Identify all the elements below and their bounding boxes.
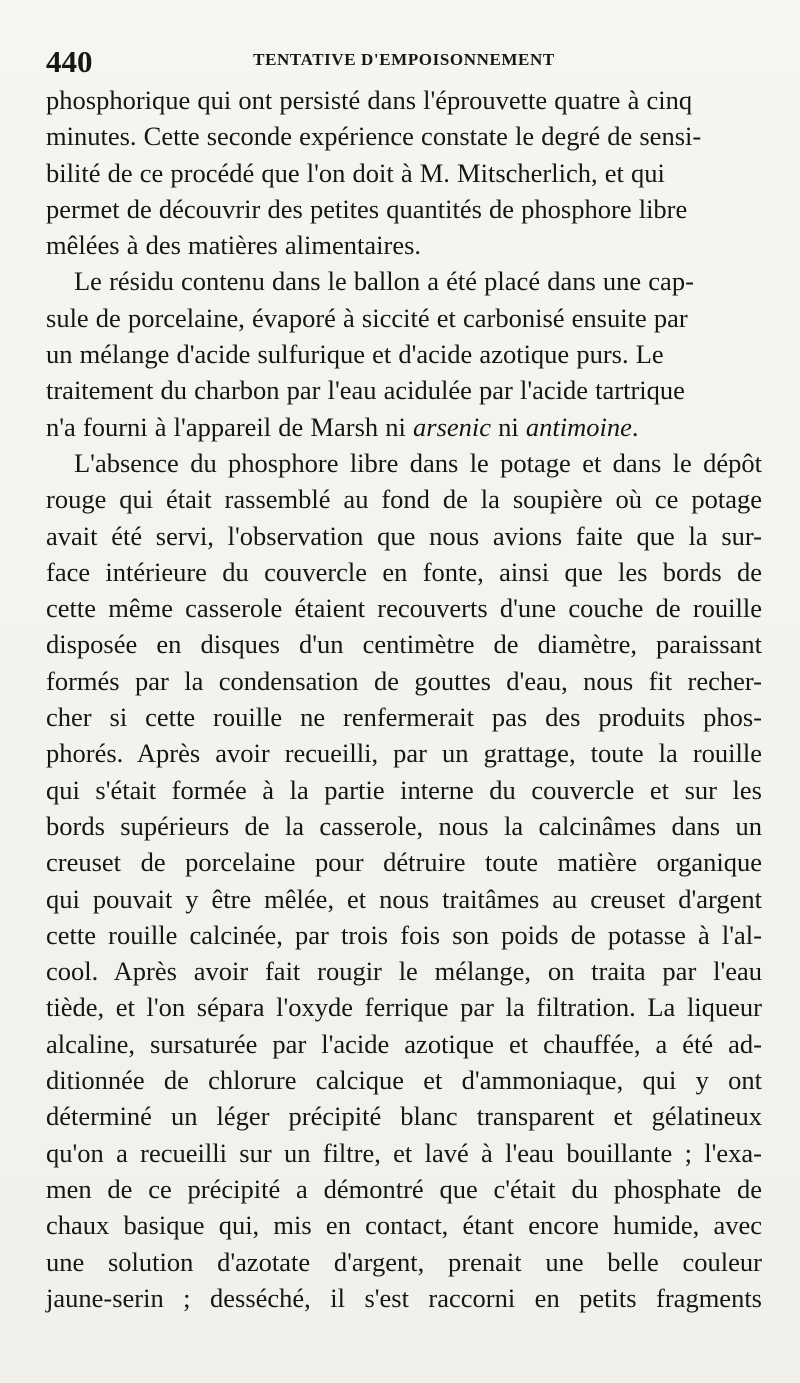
page-header bbox=[46, 44, 762, 79]
paragraph-2 bbox=[46, 263, 762, 444]
text-line: creuset de porcelaine pour détruire toute matière organique bbox=[46, 847, 762, 878]
text-line: mêlées à des matières alimentaires. bbox=[46, 230, 422, 261]
text-line: déterminé un léger précipité blanc transparent et gélatineux bbox=[46, 1101, 762, 1132]
text-line: sule de porcelaine, évaporé à siccité et carbonisé ensuite par bbox=[46, 302, 688, 333]
text-line: cette même casserole étaient recouverts d'une couche de rouille bbox=[46, 593, 762, 624]
body-text bbox=[46, 82, 762, 1316]
text-line: minutes. Cette seconde expérience constate le degré de sensi- bbox=[46, 121, 702, 152]
text-line: alcaline, sursaturée par l'acide azotique et chauffée, a été ad- bbox=[46, 1028, 762, 1059]
text-line: ditionnée de chlorure calcique et d'ammoniaque, qui y ont bbox=[46, 1065, 762, 1096]
text-line: traitement du charbon par l'eau acidulée par l'acide tartrique bbox=[46, 375, 685, 406]
text-line: qui s'était formée à la partie interne du couvercle et sur les bbox=[46, 774, 762, 805]
text-line: formés par la condensation de gouttes d'eau, nous fit recher- bbox=[46, 665, 762, 696]
text-line: phosphorique qui ont persisté dans l'éprouvette quatre à cinq bbox=[46, 85, 693, 115]
text-line: avait été servi, l'observation que nous avions faite que la sur- bbox=[46, 520, 762, 551]
text-line: permet de découvrir des petites quantités de phosphore libre bbox=[46, 193, 688, 224]
text-line: jaune-serin ; desséché, il s'est raccorni en petits fragments bbox=[46, 1282, 762, 1313]
text-line: une solution d'azotate d'argent, prenait une belle couleur bbox=[46, 1246, 762, 1277]
paragraph-3 bbox=[46, 445, 762, 1316]
text-line: bilité de ce procédé que l'on doit à M. Mitscherlich, et qui bbox=[46, 157, 665, 188]
text-line: cher si cette rouille ne renfermerait pas des produits phos- bbox=[46, 702, 762, 733]
italic-word-antimoine: antimoine bbox=[525, 411, 632, 442]
text-line: L'absence du phosphore libre dans le potage et dans le dépôt bbox=[74, 447, 762, 478]
text-line: bords supérieurs de la casserole, nous la calcinâmes dans un bbox=[46, 810, 762, 841]
text-line: qu'on a recueilli sur un filtre, et lavé à l'eau bouillante ; l'exa- bbox=[46, 1137, 762, 1168]
text-line: qui pouvait y être mêlée, et nous traitâmes au creuset d'argent bbox=[46, 883, 762, 914]
text-line: men de ce précipité a démontré que c'était du phosphate de bbox=[46, 1173, 762, 1204]
text-line: phorés. Après avoir recueilli, par un grattage, toute la rouille bbox=[46, 738, 762, 769]
text-line: tiède, et l'on sépara l'oxyde ferrique par la filtration. La liqueur bbox=[46, 992, 762, 1023]
text-line: disposée en disques d'un centimètre de diamètre, paraissant bbox=[46, 629, 762, 660]
text-line: Le résidu contenu dans le ballon a été placé dans une cap- bbox=[74, 266, 694, 297]
text-line: un mélange d'acide sulfurique et d'acide azotique purs. Le bbox=[46, 339, 664, 370]
page-number: 440 bbox=[46, 44, 93, 79]
italic-word-arsenic: arsenic bbox=[413, 411, 492, 442]
paragraph-1 bbox=[46, 82, 762, 263]
text-line: cette rouille calcinée, par trois fois son poids de potasse à l'al- bbox=[46, 919, 762, 950]
text-line: cool. Après avoir fait rougir le mélange, on traita par l'eau bbox=[46, 956, 762, 987]
text-line: chaux basique qui, mis en contact, étant encore humide, avec bbox=[46, 1210, 762, 1241]
text-line-with-italics: n'a fourni à l'appareil de Marsh ni arsenic ni antimoine. bbox=[46, 411, 639, 442]
text-line: rouge qui était rassemblé au fond de la soupière où ce potage bbox=[46, 484, 762, 515]
running-title: TENTATIVE D'EMPOISONNEMENT bbox=[253, 50, 555, 69]
text-line: face intérieure du couvercle en fonte, ainsi que les bords de bbox=[46, 556, 762, 587]
